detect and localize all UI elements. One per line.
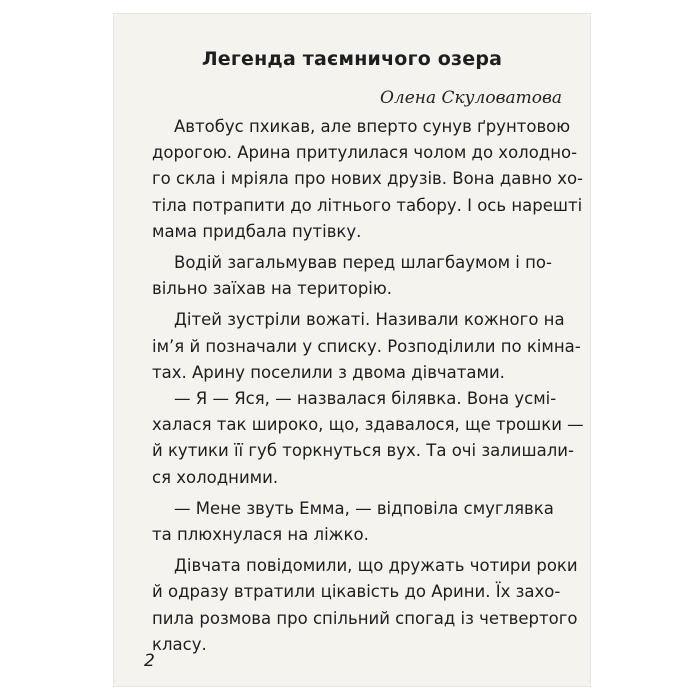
text-line: го скла і мріяла про нових друзів. Вона давно хо- bbox=[152, 169, 584, 189]
book-page bbox=[114, 14, 590, 686]
text-line: Дівчата повідомили, що дружать чотири роки bbox=[174, 556, 578, 576]
text-line: й кутики її губ торкнуться вух. Та очі залишали- bbox=[152, 441, 574, 461]
text-line: мама придбала путівку. bbox=[152, 221, 362, 241]
text-line: класу. bbox=[152, 634, 207, 654]
text-line: вільно заїхав на територію. bbox=[152, 279, 393, 299]
text-line: та плюхнулася на ліжко. bbox=[152, 525, 369, 545]
text-line: Автобус пхикав, але вперто сунув ґрунтовою bbox=[174, 117, 571, 136]
text-line: — Я — Яся, — назвалася білявка. Вона усмі- bbox=[174, 389, 557, 409]
text-line: халася так широко, що, здавалося, ще трошки — bbox=[152, 415, 584, 435]
text-line: — Мене звуть Емма, — відповіла смуглявка bbox=[174, 498, 554, 518]
text-line: тіла потрапити до літнього табору. І ось нарешті bbox=[152, 195, 583, 215]
text-line: ім’я й позначали у списку. Розподілили по кімна- bbox=[152, 336, 581, 356]
text-line: ся холодними. bbox=[152, 467, 279, 487]
story-text bbox=[152, 114, 582, 658]
author-name: Олена Скуловатова bbox=[379, 88, 562, 108]
text-line: Водій загальмував перед шлагбаумом і по- bbox=[174, 253, 552, 273]
text-line: тах. Арину поселили з двома дівчатами. bbox=[152, 362, 505, 382]
text-line: й одразу втратили цікавість до Арини. Їх захо- bbox=[152, 582, 561, 602]
page-number: 2 bbox=[144, 651, 155, 671]
story-title: Легенда таємничого озера bbox=[201, 48, 503, 70]
text-line: дорогою. Арина притулилася чолом до холодно- bbox=[152, 143, 578, 163]
text-line: Дітей зустріли вожаті. Називали кожного на bbox=[174, 310, 565, 330]
text-line: пила розмова про спільний спогад із четвертого bbox=[152, 608, 578, 628]
